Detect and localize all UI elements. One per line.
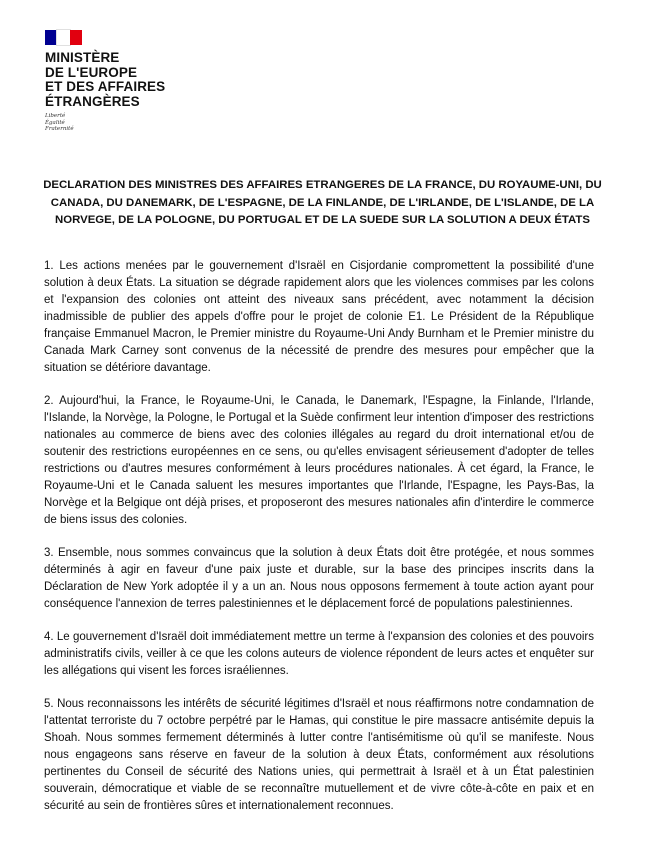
ministry-line: ÉTRANGÈRES [45,93,140,109]
declaration-body [44,258,594,831]
ministry-line: DE L'EUROPE [45,64,138,80]
motto-line: Égalité [45,119,65,126]
flag-white-band [57,30,70,45]
ministry-line: ET DES AFFAIRES [45,79,166,94]
paragraph-4: 4. Le gouvernement d'Israël doit immédiatement mettre un terme à l'expansion des colonies et des pouvoirs administratifs civils, veiller à ce que les colons auteurs de violence répondent de leurs actes et enquêter sur les allégations qui visent les forces israéliennes. [44,631,594,677]
french-flag-logo [45,30,82,45]
motto-line: Liberté [45,113,66,119]
ministry-name [45,51,165,109]
motto-line: Fraternité [45,126,74,132]
paragraph-2: 2. Aujourd'hui, la France, le Royaume-Uni, le Canada, le Danemark, l'Espagne, la Finlande, l'Irlande, l'Islande, la Norvège, la Pologne, le Portugal et la Suède confirment leur intention d'imposer des restrictions nationales au commerce de biens avec des colonies illégales au regard du droit international et/ou de soutenir des restrictions européennes en ce sens, ou qu'elles envisagent sérieusement d'adopter de telles restrictions ou d'autres mesures conformément à leurs procédures nationales. À cet égard, la France, le Royaume-Uni et le Canada saluent les mesures importantes que l'Irlande, l'Espagne, les Pays-Bas, la Norvège et la Belgique ont déjà prises, et proposeront des mesures nationales afin d'interdire le commerce de biens issus des colonies. [44,395,594,526]
flag-blue-band [45,30,57,45]
paragraph-1: 1. Les actions menées par le gouvernement d'Israël en Cisjordanie compromettent la possibilité d'une solution à deux États. La situation se dégrade rapidement alors que les violences commises par les colons et l'expansion des colonies ont atteint des niveaux sans précédent, avec notamment la décision inadmissible de publier des appels d'offre pour le projet de colonie E1. Le Président de la République française Emmanuel Macron, le Premier ministre du Royaume-Uni Andy Burnham et le Premier ministre du Canada Mark Carney sont convenus de la nécessité de prendre des mesures pour empêcher que la situation se détériore davantage. [44,260,594,374]
ministry-header [45,30,165,133]
paragraph-3: 3. Ensemble, nous sommes convaincus que la solution à deux États doit être protégée, et nous sommes déterminés à agir en faveur d'une paix juste et durable, sur la base des principes inscrits dans la Déclaration de New York adoptée il y a un an. Nous nous opposons fermement à toute action ayant pour conséquence l'annexion de terres palestiniennes et le déplacement forcé de populations palestiniennes. [44,547,594,610]
paragraph-5: 5. Nous reconnaissons les intérêts de sécurité légitimes d'Israël et nous réaffirmons notre condamnation de l'attentat terroriste du 7 octobre perpétré par le Hamas, qui constitue le pire massacre antisémite depuis la Shoah. Nous sommes fermement déterminés à lutter contre l'antisémitisme où qu'il se manifeste. Nous nous engageons sans réserve en faveur de la solution à deux États, conformément aux résolutions pertinentes du Conseil de sécurité des Nations unies, qui permettrait à Israël et à un État palestinien souverain, démocratique et viable de se reconnaître mutuellement et de vivre côte-à-côte en paix et en sécurité au sein de frontières sûres et internationalement reconnues. [44,698,594,812]
declaration-title: DECLARATION DES MINISTRES DES AFFAIRES ETRANGERES DE LA FRANCE, DU ROYAUME-UNI, DU CANADA, DU DANEMARK, DE L'ESPAGNE, DE LA FINLANDE, DE L'IRLANDE, DE L'ISLANDE, DE LA NORVEGE, DE LA POLOGNE, DU PORTUGAL ET DE LA SUEDE SUR LA SOLUTION A DEUX ÉTATS [43,179,602,226]
ministry-line: MINISTÈRE [45,50,120,65]
republic-motto [45,113,165,133]
flag-red-band [70,30,82,45]
